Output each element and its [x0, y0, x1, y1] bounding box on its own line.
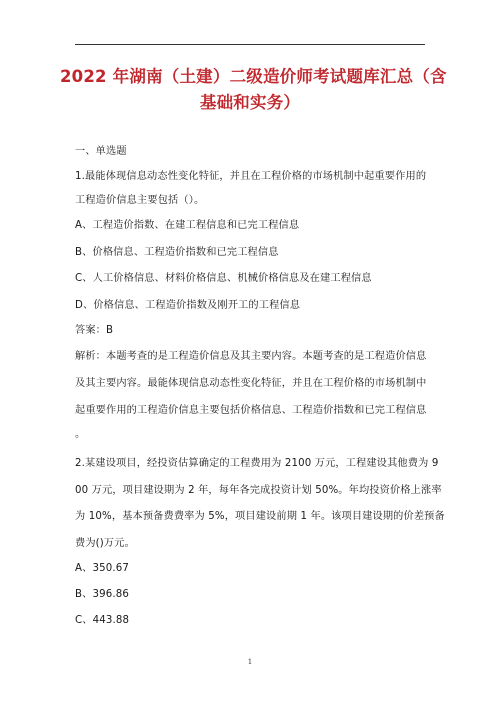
q2-stem-line-2: 00 万元，项目建设期为 2 年，每年各完成投资计划 50%。年均投资价格上涨率	[75, 485, 442, 496]
q2-option-b: B、396.86	[75, 589, 130, 600]
q1-option-c: C、人工价格信息、材料价格信息、机械价格信息及在建工程信息	[75, 273, 372, 284]
q1-option-b: B、价格信息、工程造价指数和已完工程信息	[75, 247, 279, 258]
q2-option-c: C、443.88	[75, 615, 130, 626]
q2-stem-line-3: 为 10%，基本预备费费率为 5%，项目建设前期 1 年。该项目建设期的价差预备	[75, 511, 445, 522]
q1-answer: 答案：B	[75, 325, 114, 336]
q1-stem-line-1: 1.最能体现信息动态性变化特征，并且在工程价格的市场机制中起重要作用的	[75, 171, 427, 182]
q1-analysis-line-3: 起重要作用的工程造价信息主要包括价格信息、工程造价指数和已完工程信息	[75, 405, 427, 416]
q2-option-a: A、350.67	[75, 563, 130, 574]
document-title	[60, 64, 447, 116]
q1-option-d: D、价格信息、工程造价指数及刚开工的工程信息	[75, 300, 301, 311]
q2-stem-line-4: 费为()万元。	[75, 538, 135, 549]
header-rule	[75, 44, 425, 45]
title-line-1: 2022 年湖南（土建）二级造价师考试题库汇总（含	[60, 67, 447, 86]
q1-analysis-line-2: 及其主要内容。最能体现信息动态性变化特征，并且在工程价格的市场机制中	[75, 378, 427, 389]
q2-stem-line-1: 2.某建设项目，经投资估算确定的工程费用为 2100 万元，工程建设其他费为 9	[75, 458, 439, 469]
q1-stem-line-2: 工程造价信息主要包括（）。	[75, 195, 205, 206]
q1-option-a: A、工程造价指数、在建工程信息和已完工程信息	[75, 220, 300, 231]
section-heading: 一、单选题	[75, 146, 127, 157]
q1-analysis-line-4: 。	[75, 429, 86, 440]
q1-analysis-line-1: 解析：本题考查的是工程造价信息及其主要内容。本题考查的是工程造价信息	[75, 351, 427, 362]
page-number: 1	[247, 658, 253, 666]
title-line-2: 基础和实务）	[199, 93, 301, 112]
